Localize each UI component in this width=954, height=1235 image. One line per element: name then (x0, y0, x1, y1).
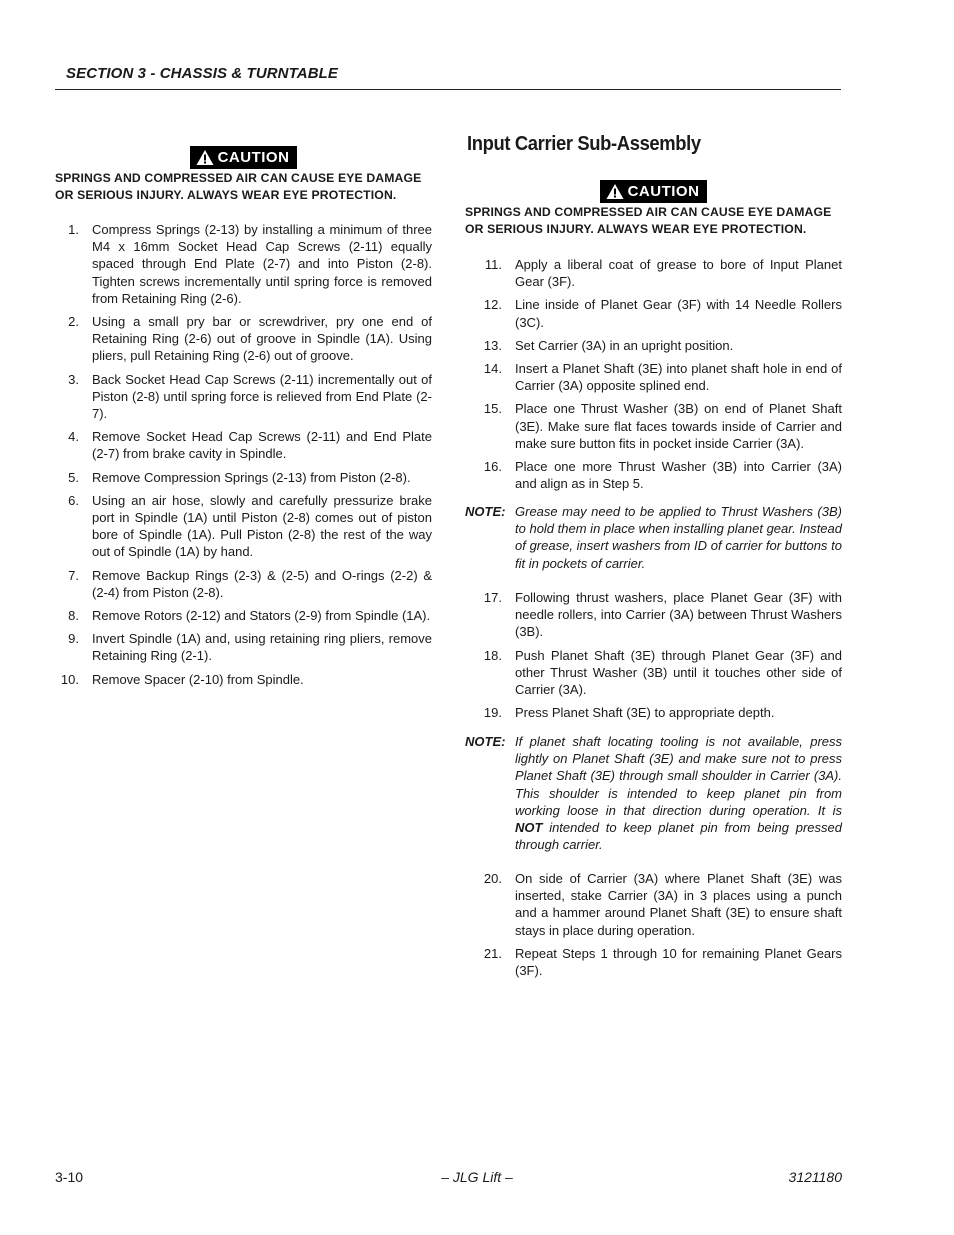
step-number: 4. (68, 429, 79, 445)
section-title: SECTION 3 - CHASSIS & TURNTABLE (66, 65, 339, 82)
warning-triangle-icon (196, 149, 214, 166)
step-number: 14. (483, 361, 502, 377)
caution-message: SPRINGS AND COMPRESSED AIR CAN CAUSE EYE DAMAGE OR SERIOUS INJURY. ALWAYS WEAR EYE PROTECTION. (465, 205, 832, 236)
step-item (465, 400, 842, 452)
step-item (465, 296, 842, 330)
step-text: On side of Carrier (3A) where Planet Shaft (3E) was inserted, stake Carrier (3A) in 3 places using a punch and a hammer around Planet Shaft (3E) to ensure shaft stays in place during operation. (515, 871, 842, 938)
caution-badge (190, 146, 298, 169)
step-item (55, 607, 432, 624)
step-text: Place one more Thrust Washer (3B) into Carrier (3A) and align as in Step 5. (515, 459, 842, 492)
note-text: Grease may need to be applied to Thrust Washers (3B) to hold them in place when installing planet gear. Instead of grease, insert washers from ID of carrier for buttons to fit in pockets of carrier. (515, 504, 842, 571)
caution-label: CAUTION (627, 183, 700, 200)
caution-label: CAUTION (217, 149, 290, 166)
note-label: NOTE: (465, 734, 506, 749)
step-text: Apply a liberal coat of grease to bore of Input Planet Gear (3F). (515, 257, 842, 290)
step-text: Set Carrier (3A) in an upright position. (515, 337, 734, 353)
page-number: 3-10 (55, 1169, 84, 1185)
step-item (465, 458, 842, 492)
step-number: 1. (68, 222, 79, 237)
step-text: Remove Backup Rings (2-3) & (2-5) and O-rings (2-2) & (2-4) from Piston (2-8). (92, 567, 432, 600)
step-number: 6. (68, 492, 79, 508)
step-item (55, 630, 432, 664)
step-item (465, 360, 842, 394)
step-item (55, 313, 432, 365)
step-item (55, 428, 432, 462)
right-step-list-a (465, 256, 842, 498)
caution-box-right (465, 180, 842, 205)
caution-box-left (55, 146, 432, 171)
step-text: Using a small pry bar or screwdriver, pry one end of Retaining Ring (2-6) out of groove in Spindle (1A). Using pliers, pull Retaining Ring (2-6) out of groove. (92, 314, 432, 364)
step-item (465, 704, 842, 721)
step-item (55, 567, 432, 601)
step-text: Remove Socket Head Cap Screws (2-11) and End Plate (2-7) from brake cavity in Spindle. (92, 429, 432, 462)
note-label: NOTE: (465, 504, 506, 519)
note-text (515, 733, 842, 853)
section-heading: Input Carrier Sub-Assembly (467, 133, 701, 155)
step-text: Remove Spacer (2-10) from Spindle. (92, 671, 304, 687)
step-item (55, 671, 432, 688)
step-item (55, 371, 432, 423)
right-step-list-b (465, 589, 842, 727)
step-text: Push Planet Shaft (3E) through Planet Gear (3F) and other Thrust Washer (3B) until it touches other side of Carrier (3A). (515, 647, 842, 698)
step-number: 8. (68, 608, 79, 624)
step-number: 7. (68, 567, 79, 583)
step-text: Place one Thrust Washer (3B) on end of Planet Shaft (3E). Make sure flat faces towards inside of Carrier and make sure button fits in pocket inside Carrier (3A). (515, 401, 842, 451)
step-text: Invert Spindle (1A) and, using retaining ring pliers, remove Retaining Ring (2-1). (92, 631, 432, 664)
step-text: Remove Rotors (2-12) and Stators (2-9) from Spindle (1A). (92, 608, 431, 624)
step-text: Press Planet Shaft (3E) to appropriate depth. (515, 705, 775, 721)
note-text-part: If planet shaft locating tooling is not available, press lightly on Planet Shaft (3E) and make sure not to press Planet Shaft (3E) through small shoulder in Carrier (3A). This shoulder is intended to keep planet pin from working loose in that direction during operation. It is (515, 734, 842, 818)
step-text: Using an air hose, slowly and carefully pressurize brake port in Spindle (1A) until Piston (2-8) comes out of piston bore of Spindle (1A). Pull Piston (2-8) the rest of the way out of Spindle (1A) by hand. (92, 492, 432, 560)
note-tooling (465, 733, 842, 853)
note-grease (465, 503, 842, 572)
step-number: 15. (483, 401, 502, 417)
step-number: 17. (483, 590, 502, 605)
right-step-list-c (465, 870, 842, 985)
left-step-list (55, 221, 432, 694)
step-text: Repeat Steps 1 through 10 for remaining Planet Gears (3F). (515, 945, 842, 979)
step-number: 5. (68, 469, 79, 485)
document-number: 3121180 (788, 1169, 842, 1185)
step-text: Line inside of Planet Gear (3F) with 14 Needle Rollers (3C). (515, 297, 842, 330)
step-text: Remove Compression Springs (2-13) from Piston (2-8). (92, 469, 411, 485)
header-divider (55, 89, 841, 90)
step-number: 12. (483, 297, 502, 313)
note-emphasis: NOT (515, 820, 543, 836)
step-number: 18. (483, 647, 502, 663)
step-text: Back Socket Head Cap Screws (2-11) incrementally out of Piston (2-8) until spring force is relieved from End Plate (2-7). (92, 371, 432, 422)
step-item (465, 589, 842, 641)
step-number: 16. (483, 459, 502, 475)
step-number: 20. (483, 871, 502, 886)
step-item (465, 945, 842, 979)
step-item (55, 469, 432, 486)
step-number: 11. (484, 257, 502, 272)
step-item (465, 647, 842, 699)
step-item (55, 492, 432, 561)
warning-triangle-icon (606, 183, 624, 200)
step-number: 10. (60, 671, 79, 687)
step-number: 3. (68, 371, 79, 387)
note-text-part: intended to keep planet pin from being pressed through carrier. (515, 820, 842, 853)
step-text: Following thrust washers, place Planet Gear (3F) with needle rollers, into Carrier (3A) between Thrust Washers (3B). (515, 590, 842, 640)
step-number: 9. (68, 631, 79, 647)
step-text: Compress Springs (2-13) by installing a minimum of three M4 x 16mm Socket Head Cap Screws (2-11) equally spaced through End Plate (2-7) and into Piston (2-8). Tighten screws incrementally until spring force is removed from Retaining Ring (2-6). (92, 222, 432, 306)
caution-message: SPRINGS AND COMPRESSED AIR CAN CAUSE EYE DAMAGE OR SERIOUS INJURY. ALWAYS WEAR EYE PROTECTION. (55, 171, 422, 202)
step-item (465, 256, 842, 290)
publisher-footer: – JLG Lift – (441, 1169, 513, 1185)
step-text: Insert a Planet Shaft (3E) into planet shaft hole in end of Carrier (3A) opposite splined end. (515, 361, 842, 394)
step-number: 2. (68, 314, 79, 330)
step-number: 21. (483, 945, 502, 961)
step-item (465, 337, 842, 354)
step-item (55, 221, 432, 307)
step-item (465, 870, 842, 939)
step-number: 19. (483, 705, 502, 721)
caution-badge (600, 180, 708, 203)
step-number: 13. (483, 337, 502, 353)
